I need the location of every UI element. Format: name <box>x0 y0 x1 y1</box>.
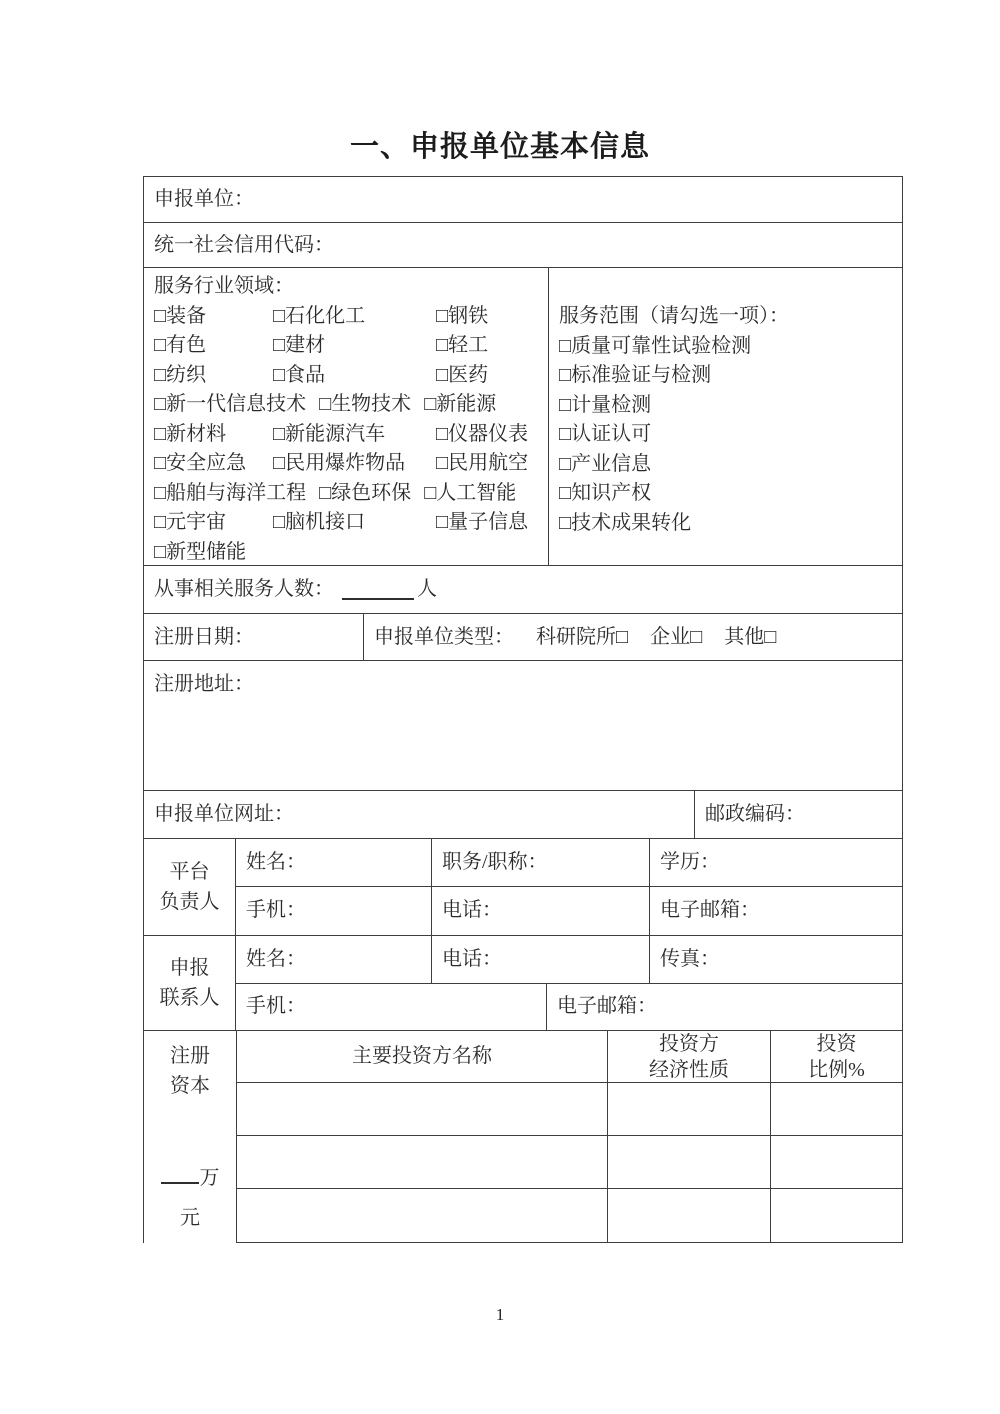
industry-item-label: 量子信息 <box>448 511 529 533</box>
investor-header-row <box>237 1031 902 1083</box>
contact-group-label <box>144 936 236 1030</box>
scope-checkbox-industry-information[interactable] <box>559 450 902 480</box>
industry-item-label: 民用航空 <box>448 452 529 474</box>
checkbox-icon: □ <box>436 511 449 533</box>
scope-checkbox-certification[interactable] <box>559 420 902 450</box>
industry-checkbox-nev[interactable] <box>273 420 436 450</box>
industry-item-label: 安全应急 <box>166 452 247 474</box>
investor-data-row <box>237 1136 902 1189</box>
industry-item-label: 脑机接口 <box>285 511 366 533</box>
industry-checkbox-medicine[interactable] <box>436 361 492 391</box>
website-field[interactable] <box>294 791 694 838</box>
contact-phone-label: 电话： <box>442 947 502 970</box>
checkbox-icon: □ <box>154 363 167 386</box>
industry-label: 服务行业领域： <box>154 275 294 297</box>
industry-item-label: 绿色环保 <box>331 481 412 504</box>
platform-leader-row-2 <box>236 887 902 935</box>
checkbox-icon: □ <box>436 363 449 386</box>
investor-name-cell[interactable] <box>237 1189 607 1242</box>
checkbox-icon: □ <box>764 625 777 648</box>
industry-checkbox-civil-aviation[interactable] <box>436 449 532 479</box>
register-date-field[interactable] <box>254 614 363 660</box>
investor-name-cell[interactable] <box>237 1083 607 1135</box>
checkbox-icon: □ <box>436 304 449 327</box>
checkbox-icon: □ <box>154 393 167 415</box>
checkbox-icon: □ <box>559 511 572 534</box>
contact-email-cell <box>546 984 902 1031</box>
capital-unit-yuan: 元 <box>180 1207 200 1229</box>
leader-education-field[interactable] <box>720 839 902 886</box>
investor-nature-cell[interactable] <box>607 1189 770 1242</box>
postcode-label: 邮政编码： <box>705 803 805 825</box>
checkbox-icon: □ <box>559 364 572 386</box>
capital-label-line1: 注册 <box>170 1045 210 1067</box>
industry-checkbox-new-energy[interactable] <box>424 390 496 420</box>
unit-type-option-label: 企业 <box>650 625 691 648</box>
checkbox-icon: □ <box>559 423 572 445</box>
page-number: 1 <box>495 1305 505 1324</box>
leader-name-label: 姓名： <box>246 850 306 873</box>
unit-type-option-label: 其他 <box>724 625 765 648</box>
leader-email-cell <box>649 887 902 935</box>
scope-checkbox-quality-reliability-testing[interactable] <box>559 332 902 362</box>
investor-data-row <box>237 1189 902 1243</box>
industry-item-label: 建材 <box>285 334 326 356</box>
checkbox-icon: □ <box>424 481 437 504</box>
industry-checkbox-safety-emergency[interactable] <box>154 449 273 479</box>
industry-checkbox-green-environment[interactable] <box>319 479 411 509</box>
register-date-type-row <box>144 614 902 661</box>
scope-item-label: 技术成果转化 <box>571 511 692 534</box>
platform-leader-label-line1: 平台 <box>169 861 210 883</box>
industry-checkbox-textile[interactable] <box>154 361 273 391</box>
investor-table <box>236 1031 902 1243</box>
register-date-label: 注册日期： <box>154 625 254 648</box>
leader-phone-cell <box>431 887 649 935</box>
industry-checkbox-metaverse[interactable] <box>154 508 273 538</box>
register-address-row <box>144 661 902 791</box>
industry-row-1 <box>154 302 548 332</box>
industry-item-label: 轻工 <box>448 334 489 356</box>
leader-position-cell <box>431 839 649 886</box>
investor-data-row <box>237 1083 902 1136</box>
industry-row-4 <box>154 390 548 420</box>
investor-ratio-cell[interactable] <box>770 1083 902 1135</box>
checkbox-icon: □ <box>690 625 703 648</box>
industry-checkbox-nonferrous[interactable] <box>154 331 273 361</box>
contact-name-cell <box>236 936 431 983</box>
scope-item-label: 产业信息 <box>571 452 652 475</box>
checkbox-icon: □ <box>273 511 286 533</box>
investor-nature-header <box>607 1031 770 1082</box>
leader-phone-field[interactable] <box>502 887 649 935</box>
industry-checkbox-civil-explosives[interactable] <box>273 449 436 479</box>
unit-type-cell <box>363 614 902 660</box>
scope-item-label: 认证认可 <box>571 423 652 445</box>
register-date-cell <box>144 614 363 660</box>
capital-unit-wan: 万 <box>199 1167 220 1189</box>
staff-count-row <box>144 566 902 614</box>
investor-name-cell[interactable] <box>237 1136 607 1188</box>
checkbox-icon: □ <box>559 452 572 475</box>
investor-ratio-header-line2: 比例% <box>808 1058 865 1081</box>
checkbox-icon: □ <box>154 304 167 327</box>
leader-position-label: 职务/职称： <box>442 850 548 873</box>
scope-item-label: 质量可靠性试验检测 <box>571 334 752 357</box>
checkbox-icon: □ <box>273 452 286 474</box>
capital-group <box>144 1031 902 1243</box>
contact-mobile-label: 手机： <box>246 995 306 1018</box>
contact-name-label: 姓名： <box>246 947 306 970</box>
industry-row-2 <box>154 331 548 361</box>
capital-group-label <box>144 1031 236 1243</box>
industry-row-7 <box>154 479 548 509</box>
leader-position-field[interactable] <box>548 839 649 886</box>
checkbox-icon: □ <box>559 334 572 357</box>
contact-mobile-cell <box>236 984 546 1031</box>
industry-checkbox-ai[interactable] <box>424 479 516 509</box>
declare-unit-label: 申报单位： <box>154 188 254 210</box>
industry-item-label: 新型储能 <box>166 540 247 563</box>
website-cell <box>144 791 694 838</box>
contact-phone-field[interactable] <box>502 936 649 983</box>
contact-row-1 <box>236 936 902 984</box>
credit-code-label: 统一社会信用代码： <box>154 233 334 256</box>
checkbox-icon: □ <box>436 334 449 356</box>
industry-cell <box>144 268 548 565</box>
register-address-field[interactable] <box>254 671 902 790</box>
leader-mobile-label: 手机： <box>246 899 306 922</box>
register-address-label: 注册地址： <box>154 673 254 695</box>
scope-item-label: 计量检测 <box>571 393 652 416</box>
checkbox-icon: □ <box>273 304 286 327</box>
industry-item-label: 新能源汽车 <box>285 422 386 445</box>
staff-count-label: 从事相关服务人数： <box>154 578 334 600</box>
contact-fax-cell <box>649 936 902 983</box>
contact-fax-label: 传真： <box>660 947 720 970</box>
industry-checkbox-new-energy-storage[interactable] <box>154 538 273 568</box>
leader-education-cell <box>649 839 902 886</box>
platform-leader-label-line2: 负责人 <box>159 891 220 913</box>
platform-leader-group <box>144 839 902 936</box>
industry-row-8 <box>154 508 548 538</box>
contact-group <box>144 936 902 1031</box>
unit-type-option-research-institute[interactable] <box>536 624 628 651</box>
declare-unit-field[interactable] <box>254 177 902 222</box>
industry-item-label: 装备 <box>166 304 207 327</box>
industry-checkbox-equipment[interactable] <box>154 302 273 332</box>
industry-item-label: 元宇宙 <box>166 511 227 533</box>
scope-item-label: 知识产权 <box>571 482 652 504</box>
industry-checkbox-instruments[interactable] <box>436 420 532 450</box>
checkbox-icon: □ <box>436 422 449 445</box>
unit-type-option-label: 科研院所 <box>536 625 616 648</box>
investor-ratio-header-line1: 投资 <box>816 1032 857 1055</box>
basic-info-table <box>143 176 903 1243</box>
scope-checkbox-standard-verification[interactable] <box>559 361 902 391</box>
investor-ratio-cell[interactable] <box>770 1189 902 1242</box>
platform-leader-row-1 <box>236 839 902 887</box>
investor-nature-header-line1: 投资方 <box>659 1032 719 1055</box>
staff-count-field[interactable] <box>342 580 414 600</box>
checkbox-icon: □ <box>154 540 167 563</box>
leader-email-field[interactable] <box>760 887 902 935</box>
contact-email-label: 电子邮箱： <box>557 995 657 1018</box>
investor-name-header: 主要投资方名称 <box>352 1045 492 1067</box>
industry-checkbox-food[interactable] <box>273 361 436 391</box>
investor-nature-header-line2: 经济性质 <box>649 1058 729 1081</box>
scope-item-label: 标准验证与检测 <box>571 364 712 386</box>
checkbox-icon: □ <box>436 452 449 474</box>
leader-name-cell <box>236 839 431 886</box>
checkbox-icon: □ <box>559 393 572 416</box>
checkbox-icon: □ <box>616 625 629 648</box>
checkbox-icon: □ <box>319 481 332 504</box>
scope-label: 服务范围（请勾选一项）： <box>559 305 789 327</box>
industry-item-label: 钢铁 <box>448 304 489 327</box>
platform-leader-group-label <box>144 839 236 935</box>
checkbox-icon: □ <box>273 422 286 445</box>
contact-phone-cell <box>431 936 649 983</box>
industry-checkbox-petrochemical[interactable] <box>273 302 436 332</box>
industry-item-label: 船舶与海洋工程 <box>166 481 307 504</box>
investor-ratio-header <box>770 1031 902 1082</box>
staff-count-unit: 人 <box>417 578 437 600</box>
declare-unit-row <box>144 177 902 223</box>
industry-checkbox-brain-computer[interactable] <box>273 508 436 538</box>
investor-ratio-cell[interactable] <box>770 1136 902 1188</box>
industry-checkbox-new-materials[interactable] <box>154 420 273 450</box>
checkbox-icon: □ <box>154 422 167 445</box>
credit-code-row <box>144 223 902 268</box>
industry-item-label: 生物技术 <box>331 393 412 415</box>
checkbox-icon: □ <box>154 511 167 533</box>
scope-cell <box>548 268 902 565</box>
page-title: 一、申报单位基本信息 <box>349 131 650 163</box>
investor-nature-cell[interactable] <box>607 1083 770 1135</box>
capital-amount-line <box>161 1163 220 1193</box>
postcode-cell <box>694 791 902 838</box>
industry-checkbox-steel[interactable] <box>436 302 492 332</box>
industry-item-label: 新能源 <box>436 393 497 415</box>
platform-leader-rows <box>236 839 902 935</box>
website-postcode-row <box>144 791 902 839</box>
unit-type-option-other[interactable] <box>724 624 776 651</box>
checkbox-icon: □ <box>559 482 572 504</box>
industry-row-6 <box>154 449 548 479</box>
capital-amount-field[interactable] <box>161 1164 199 1184</box>
leader-mobile-cell <box>236 887 431 935</box>
scope-checkbox-tech-transfer[interactable] <box>559 509 902 539</box>
industry-item-label: 新一代信息技术 <box>166 393 307 415</box>
industry-item-label: 有色 <box>166 334 207 356</box>
industry-row-5 <box>154 420 548 450</box>
capital-label-line2: 资本 <box>170 1075 210 1097</box>
industry-row-9 <box>154 538 548 568</box>
unit-type-option-enterprise[interactable] <box>650 624 702 651</box>
checkbox-icon: □ <box>273 363 286 386</box>
credit-code-field[interactable] <box>334 223 902 267</box>
industry-checkbox-building-materials[interactable] <box>273 331 436 361</box>
scope-checkbox-intellectual-property[interactable] <box>559 479 902 509</box>
industry-item-label: 人工智能 <box>436 481 517 504</box>
industry-checkbox-ships-marine[interactable] <box>154 479 306 509</box>
industry-item-label: 石化化工 <box>285 304 366 327</box>
leader-email-label: 电子邮箱： <box>660 899 760 922</box>
checkbox-icon: □ <box>154 452 167 474</box>
industry-checkbox-light-industry[interactable] <box>436 331 492 361</box>
postcode-field[interactable] <box>805 791 902 838</box>
leader-education-label: 学历： <box>660 850 720 873</box>
industry-item-label: 食品 <box>285 363 326 386</box>
leader-phone-label: 电话： <box>442 899 502 922</box>
contact-row-2 <box>236 984 902 1031</box>
contact-email-field[interactable] <box>657 984 902 1031</box>
industry-checkbox-biotech[interactable] <box>319 390 411 420</box>
industry-scope-row <box>144 268 902 566</box>
industry-item-label: 仪器仪表 <box>448 422 529 445</box>
industry-item-label: 新材料 <box>166 422 227 445</box>
industry-checkbox-next-gen-it[interactable] <box>154 390 306 420</box>
contact-rows <box>236 936 902 1030</box>
checkbox-icon: □ <box>154 334 167 356</box>
contact-label-line1: 申报 <box>169 957 210 979</box>
investor-nature-cell[interactable] <box>607 1136 770 1188</box>
industry-row-3 <box>154 361 548 391</box>
checkbox-icon: □ <box>424 393 437 415</box>
contact-fax-field[interactable] <box>720 936 902 983</box>
leader-name-field[interactable] <box>306 839 431 886</box>
checkbox-icon: □ <box>273 334 286 356</box>
industry-item-label: 医药 <box>448 363 489 386</box>
industry-item-label: 纺织 <box>166 363 207 386</box>
contact-name-field[interactable] <box>306 936 431 983</box>
website-label: 申报单位网址： <box>154 803 294 825</box>
leader-mobile-field[interactable] <box>306 887 431 935</box>
contact-mobile-field[interactable] <box>306 984 546 1031</box>
checkbox-icon: □ <box>154 481 167 504</box>
checkbox-icon: □ <box>319 393 332 415</box>
unit-type-label: 申报单位类型： <box>374 625 514 648</box>
staff-count-spacer <box>437 566 902 613</box>
industry-checkbox-quantum-info[interactable] <box>436 508 532 538</box>
scope-checkbox-metrology-testing[interactable] <box>559 391 902 421</box>
industry-item-label: 民用爆炸物品 <box>285 452 406 474</box>
contact-label-line2: 联系人 <box>159 987 220 1009</box>
